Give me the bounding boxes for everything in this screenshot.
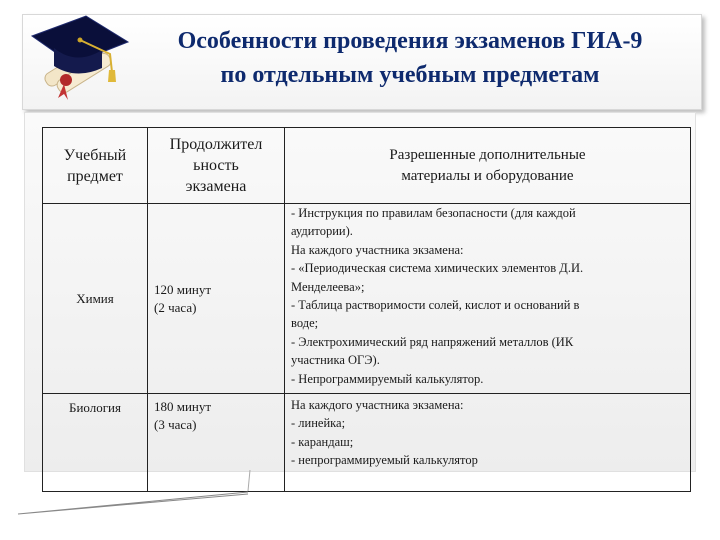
row-biology-materials: На каждого участника экзамена: - линейка; - карандаш; - непрограммируемый калькулятор xyxy=(285,394,691,492)
page-title-line-2: по отдельным учебным предметам xyxy=(220,62,600,88)
header-materials: Разрешенные дополнительные материалы и оборудование xyxy=(285,128,691,204)
row-biology-duration: 180 минут (3 часа) xyxy=(148,394,285,492)
header-duration: Продолжител ьность экзамена xyxy=(148,128,285,204)
row-chemistry-duration: 120 минут (2 часа) xyxy=(148,204,285,394)
header-subject: Учебный предмет xyxy=(43,128,148,204)
row-chemistry-subject: Химия xyxy=(43,204,148,394)
page-title-line-1: Особенности проведения экзаменов ГИА-9 xyxy=(177,28,643,54)
row-biology-subject: Биология xyxy=(43,394,148,492)
row-chemistry-materials: - Инструкция по правилам безопасности (для каждой аудитории). На каждого участника экзамена: - «Периодическая система химических элементов Д.И. Менделеева»; - Таблица растворимости солей, кислот и оснований в воде; - Электрохимический ряд напряжений металлов (ИК участника ОГЭ). - Непрограммируемый калькулятор. xyxy=(285,204,691,394)
